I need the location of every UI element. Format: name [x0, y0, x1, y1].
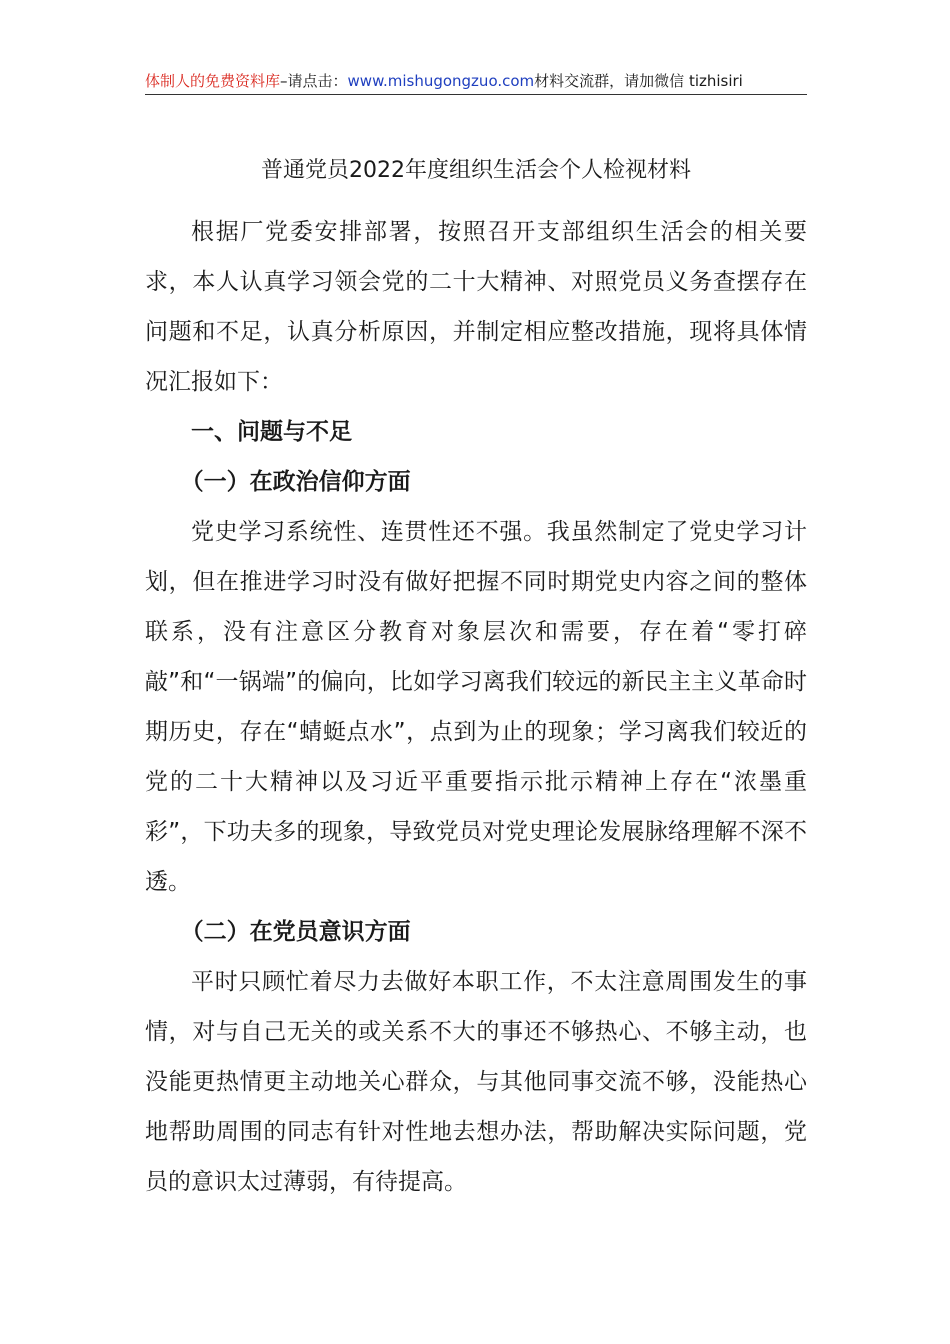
subsection-heading-party-awareness: （二）在党员意识方面	[180, 919, 411, 945]
document-body	[145, 207, 807, 1207]
party-awareness-paragraph: 平时只顾忙着尽力去做好本职工作，不太注意周围发生的事情，对与自己无关的或关系不大的事还不够热心、不够主动，也没能更热情更主动地关心群众，与其他同事交流不够，没能热心地帮助周围的同志有针对性地去想办法，帮助解决实际问题，党员的意识太过薄弱，有待提高。	[145, 969, 807, 1195]
intro-paragraph: 根据厂党委安排部署，按照召开支部组织生活会的相关要求，本人认真学习领会党的二十大精神、对照党员义务查摆存在问题和不足，认真分析原因，并制定相应整改措施，现将具体情况汇报如下：	[145, 219, 807, 395]
header-divider	[145, 94, 807, 95]
header-url-link[interactable]: www.mishugongzuo.com	[347, 72, 535, 90]
document-title: 普通党员2022年度组织生活会个人检视材料	[261, 158, 691, 183]
section-heading-problems: 一、问题与不足	[191, 419, 352, 445]
subsection-heading-political-belief: （一）在政治信仰方面	[180, 469, 411, 495]
header-contact-text: 材料交流群，请加微信 tizhisiri	[534, 72, 743, 90]
page-header	[145, 70, 807, 94]
header-prompt: –请点击：	[280, 72, 348, 90]
political-belief-paragraph: 党史学习系统性、连贯性还不强。我虽然制定了党史学习计划，但在推进学习时没有做好把握不同时期党史内容之间的整体联系，没有注意区分教育对象层次和需要，存在着“零打碎敲”和“一锅端”的偏向，比如学习离我们较远的新民主主义革命时期历史，存在“蜻蜓点水”，点到为止的现象；学习离我们较近的党的二十大精神以及习近平重要指示批示精神上存在“浓墨重彩”，下功夫多的现象，导致党员对党史理论发展脉络理解不深不透。	[145, 519, 807, 895]
header-brand: 体制人的免费资料库	[145, 72, 281, 90]
